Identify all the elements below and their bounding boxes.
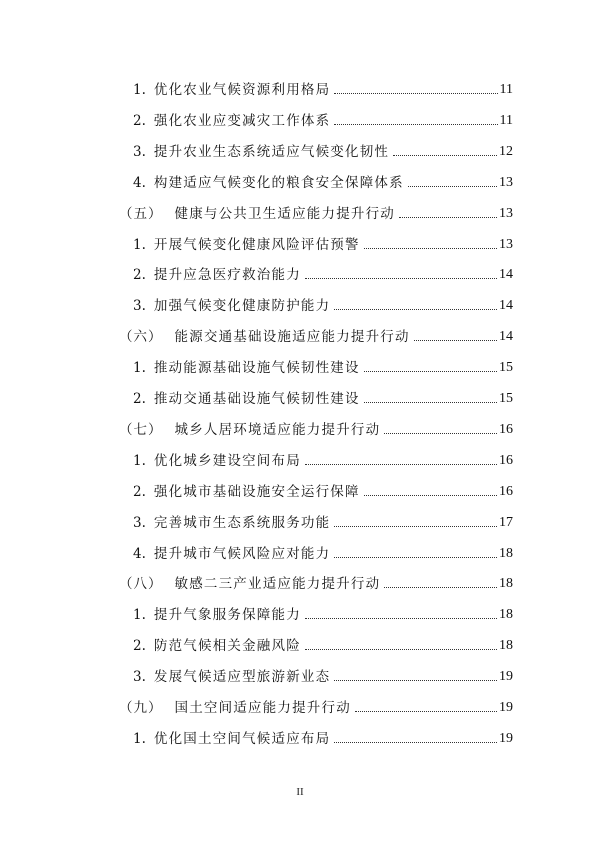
toc-entry[interactable] bbox=[133, 509, 513, 531]
dot-leader bbox=[305, 617, 497, 619]
toc-entry-page: 16 bbox=[499, 483, 513, 499]
toc-entry-title: 提升气象服务保障能力 bbox=[153, 607, 301, 624]
dot-leader bbox=[305, 648, 497, 650]
toc-entry-title: 城乡人居环境适应能力提升行动 bbox=[174, 421, 381, 438]
toc-entry-title: 提升城市气候风险应对能力 bbox=[153, 545, 331, 562]
dot-leader bbox=[355, 710, 497, 712]
toc-entry[interactable] bbox=[133, 354, 513, 376]
toc-entry-title: 发展气候适应型旅游新业态 bbox=[153, 669, 331, 686]
toc-entry-number: 2. bbox=[133, 112, 146, 129]
dot-leader bbox=[305, 277, 497, 279]
toc-entry-number: 1. bbox=[133, 82, 146, 98]
toc-entry[interactable] bbox=[133, 231, 513, 253]
toc-entry-page: 19 bbox=[499, 730, 513, 746]
toc-entry[interactable] bbox=[133, 385, 513, 407]
toc-entry-number: 1. bbox=[133, 360, 146, 377]
toc-entry-number: 3. bbox=[133, 514, 146, 531]
dot-leader bbox=[384, 432, 497, 434]
toc-entry-page: 17 bbox=[499, 514, 513, 530]
toc-entry-page: 13 bbox=[499, 205, 513, 221]
toc-entry-page: 14 bbox=[499, 329, 513, 345]
toc-entry-number: 2. bbox=[133, 391, 146, 407]
dot-leader bbox=[364, 401, 497, 403]
toc-entry-page: 15 bbox=[499, 360, 513, 376]
toc-entry[interactable] bbox=[133, 632, 513, 654]
toc-entry-title: 加强气候变化健康防护能力 bbox=[153, 298, 331, 315]
toc-entry[interactable] bbox=[119, 694, 513, 716]
toc-entry-page: 18 bbox=[499, 607, 513, 623]
dot-leader bbox=[408, 185, 497, 187]
toc-entry-page: 18 bbox=[499, 576, 513, 592]
toc-entry-page: 19 bbox=[499, 669, 513, 685]
toc-entry[interactable] bbox=[119, 570, 513, 592]
toc-entry-number: 4. bbox=[133, 545, 146, 562]
toc-entry[interactable] bbox=[133, 663, 513, 685]
toc-entry-page: 13 bbox=[499, 174, 513, 190]
toc-entry-title: 能源交通基础设施适应能力提升行动 bbox=[174, 329, 410, 346]
dot-leader bbox=[364, 370, 497, 372]
toc-entry[interactable] bbox=[133, 601, 513, 623]
toc-entry[interactable] bbox=[133, 138, 513, 160]
toc-entry-number: 3. bbox=[133, 143, 146, 160]
dot-leader bbox=[364, 247, 497, 249]
toc-entry-page: 18 bbox=[499, 545, 513, 561]
toc-entry-page: 13 bbox=[499, 236, 513, 252]
toc-entry-number: （六） bbox=[119, 329, 163, 346]
toc-entry[interactable] bbox=[133, 107, 513, 129]
dot-leader bbox=[393, 154, 497, 156]
toc-entry-title: 优化国土空间气候适应布局 bbox=[153, 730, 331, 747]
dot-leader bbox=[334, 741, 497, 743]
dot-leader bbox=[384, 586, 497, 588]
dot-leader bbox=[334, 123, 497, 125]
toc-entry-page: 16 bbox=[499, 421, 513, 437]
toc-entry-number: （八） bbox=[119, 576, 163, 593]
toc-entry-number: 4. bbox=[133, 174, 146, 191]
dot-leader bbox=[414, 339, 497, 341]
toc-entry-title: 健康与公共卫生适应能力提升行动 bbox=[174, 205, 395, 222]
toc-entry-number: 2. bbox=[133, 638, 146, 655]
toc-entry[interactable] bbox=[119, 200, 513, 222]
toc-entry-title: 强化城市基础设施安全运行保障 bbox=[153, 483, 360, 500]
toc-entry-number: （九） bbox=[119, 700, 163, 716]
toc-entry-title: 构建适应气候变化的粮食安全保障体系 bbox=[153, 174, 404, 191]
page-number: II bbox=[296, 786, 304, 798]
toc-entry-title: 提升农业生态系统适应气候变化韧性 bbox=[153, 143, 390, 160]
toc-entry-page: 14 bbox=[499, 267, 513, 283]
toc-entry[interactable] bbox=[119, 416, 513, 438]
toc-entry-page: 16 bbox=[499, 452, 513, 468]
toc-entry-title: 提升应急医疗救治能力 bbox=[153, 267, 301, 284]
toc-entry-page: 19 bbox=[499, 700, 513, 715]
toc-entry-number: 2. bbox=[133, 267, 146, 284]
dot-leader bbox=[334, 679, 497, 681]
toc-entry[interactable] bbox=[133, 261, 513, 283]
toc-entry-title: 国土空间适应能力提升行动 bbox=[174, 700, 351, 716]
toc-entry[interactable] bbox=[119, 323, 513, 345]
toc-entry-title: 推动交通基础设施气候韧性建设 bbox=[153, 391, 360, 407]
toc-entry-number: 3. bbox=[133, 298, 146, 315]
toc-entry[interactable] bbox=[133, 292, 513, 314]
toc-entry-title: 强化农业应变减灾工作体系 bbox=[153, 112, 331, 129]
dot-leader bbox=[399, 216, 497, 218]
toc-entry-page: 11 bbox=[499, 112, 513, 128]
toc-entry-number: 2. bbox=[133, 483, 146, 500]
toc-entry-page: 18 bbox=[499, 638, 513, 654]
toc-entry-title: 优化城乡建设空间布局 bbox=[153, 452, 301, 469]
toc-entry[interactable] bbox=[133, 478, 513, 500]
toc-entry[interactable] bbox=[133, 169, 513, 191]
toc-entry[interactable] bbox=[133, 540, 513, 562]
dot-leader bbox=[364, 494, 497, 496]
toc-entry[interactable] bbox=[133, 725, 513, 747]
dot-leader bbox=[334, 308, 497, 310]
toc-entry-page: 12 bbox=[499, 143, 513, 159]
dot-leader bbox=[334, 525, 497, 527]
dot-leader bbox=[334, 556, 497, 558]
toc-entry-number: 1. bbox=[133, 607, 146, 624]
toc-entry-title: 开展气候变化健康风险评估预警 bbox=[153, 236, 360, 253]
toc-entry-page: 15 bbox=[499, 391, 513, 406]
toc-entry-number: 1. bbox=[133, 730, 146, 747]
toc-entry-number: （五） bbox=[119, 205, 163, 222]
toc-entry-title: 防范气候相关金融风险 bbox=[153, 638, 301, 655]
toc-entry-title: 完善城市生态系统服务功能 bbox=[153, 514, 331, 531]
dot-leader bbox=[305, 463, 497, 465]
toc-entry-number: 3. bbox=[133, 669, 146, 686]
toc-entry-page: 14 bbox=[499, 298, 513, 314]
toc-entry-title: 敏感二三产业适应能力提升行动 bbox=[174, 576, 381, 593]
toc-entry-title: 优化农业气候资源利用格局 bbox=[153, 82, 331, 98]
toc-entry-number: 1. bbox=[133, 236, 146, 253]
toc-entry-title: 推动能源基础设施气候韧性建设 bbox=[153, 360, 360, 377]
toc-entry-number: 1. bbox=[133, 452, 146, 469]
toc-entry[interactable] bbox=[133, 76, 513, 98]
toc-entry-page: 11 bbox=[499, 82, 513, 97]
toc-entry[interactable] bbox=[133, 447, 513, 469]
toc-entry-number: （七） bbox=[119, 421, 163, 438]
dot-leader bbox=[334, 92, 497, 94]
